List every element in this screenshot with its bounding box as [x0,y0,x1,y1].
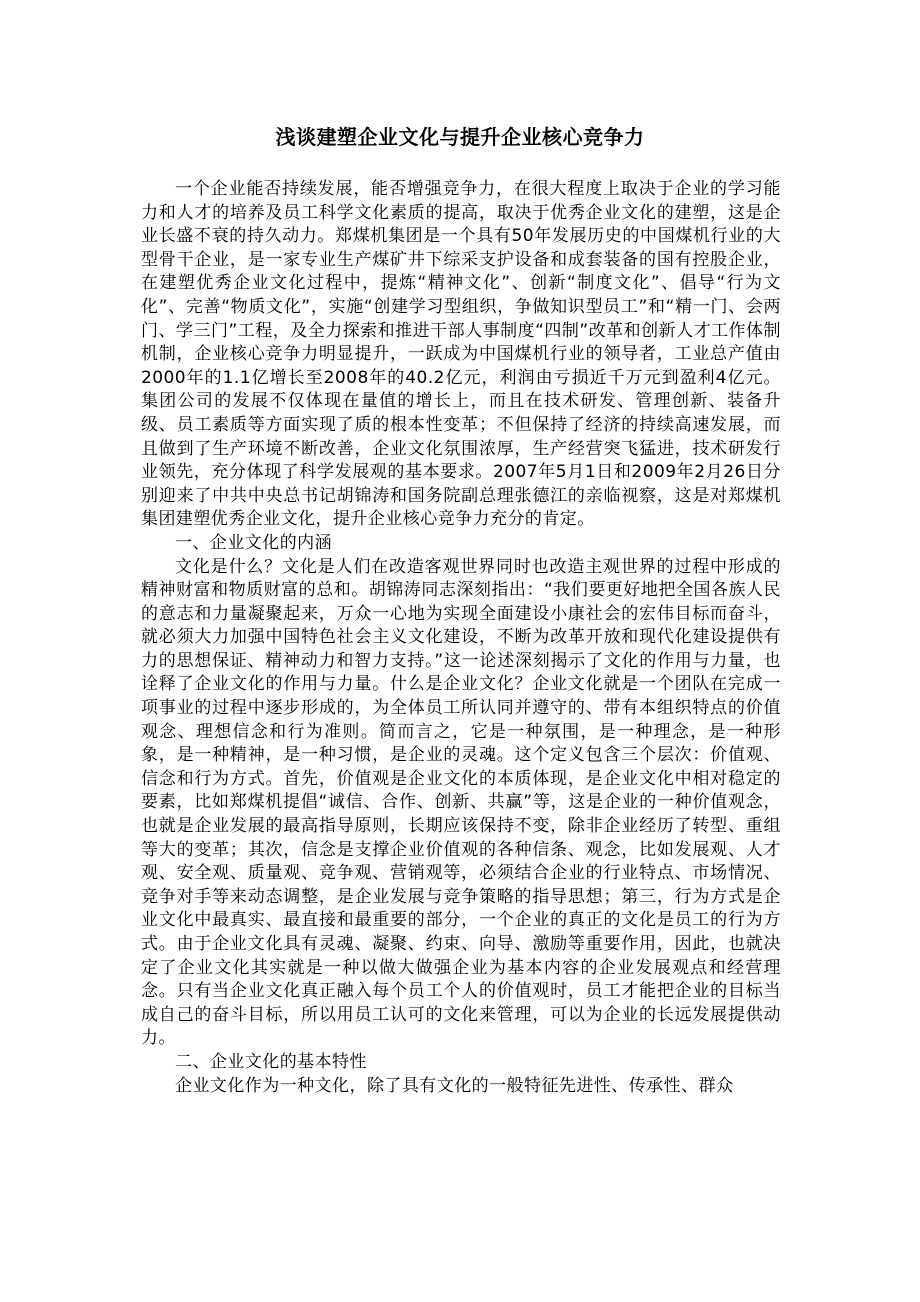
document-title: 浅谈建塑企业文化与提升企业核心竞争力 [275,125,645,149]
section-heading-1: 一、企业文化的内涵 [175,532,333,553]
document-body [141,178,781,1098]
paragraph-culture-characteristics: 企业文化作为一种文化，除了具有文化的一般特征先进性、传承性、群众 [175,1075,734,1096]
paragraph-intro: 一个企业能否持续发展，能否增强竞争力，在很大程度上取决于企业的学习能力和人才的培养及员工科学文化素质的提高，取决于优秀企业文化的建塑，这是企业长盛不衰的持久动力。郑煤机集团是一个具有50年发展历史的中国煤机行业的大型骨干企业，是一家专业生产煤矿井下综采支护设备和成套装备的国有控股企业，在建塑优秀企业文化过程中，提炼“精神文化”、创新“制度文化”、倡导“行为文化”、完善“物质文化”，实施“创建学习型组织，争做知识型员工”和“精一门、会两门、学三门”工程，及全力探索和推进干部人事制度“四制”改革和创新人才工作体制机制，企业核心竞争力明显提升，一跃成为中国煤机行业的领导者，工业总产值由2000年的1.1亿增长至2008年的40.2亿元，利润由亏损近千万元到盈利4亿元。集团公司的发展不仅体现在量值的增长上，而且在技术研发、管理创新、装备升级、员工素质等方面实现了质的根本性变革；不但保持了经济的持续高速发展，而且做到了生产环境不断改善，企业文化氛围浓厚，生产经营突飞猛进，技术研发行业领先，充分体现了科学发展观的基本要求。2007年5月1日和2009年2月26日分别迎来了中共中央总书记胡锦涛和国务院副总理张德江的亲临视察，这是对郑煤机集团建塑优秀企业文化，提升企业核心竞争力充分的肯定。 [141,179,781,530]
paragraph-culture-definition: 文化是什么？文化是人们在改造客观世界同时也改造主观世界的过程中形成的精神财富和物质财富的总和。胡锦涛同志深刻指出：“我们要更好地把全国各族人民的意志和力量凝聚起来，万众一心地为实现全面建设小康社会的宏伟目标而奋斗，就必须大力加强中国特色社会主义文化建设，不断为改革开放和现代化建设提供有力的思想保证、精神动力和智力支持。”这一论述深刻揭示了文化的作用与力量，也诠释了企业文化的作用与力量。什么是企业文化？企业文化就是一个团队在完成一项事业的过程中逐步形成的，为全体员工所认同并遵守的、带有本组织特点的价值观念、理想信念和行为准则。简而言之，它是一种氛围，是一种理念，是一种形象，是一种精神，是一种习惯，是企业的灵魂。这个定义包含三个层次：价值观、信念和行为方式。首先，价值观是企业文化的本质体现，是企业文化中相对稳定的要素，比如郑煤机提倡“诚信、合作、创新、共赢”等，这是企业的一种价值观念，也就是企业发展的最高指导原则，长期应该保持不变，除非企业经历了转型、重组等大的变革；其次，信念是支撑企业价值观的各种信条、观念，比如发展观、人才观、安全观、质量观、竞争观、营销观等，必须结合企业的行业特点、市场情况、竞争对手等来动态调整，是企业发展与竞争策略的指导思想；第三，行为方式是企业文化中最真实、最直接和最重要的部分，一个企业的真正的文化是员工的行为方式。由于企业文化具有灵魂、凝聚、约束、向导、激励等重要作用，因此，也就决定了企业文化其实就是一种以做大做强企业为基本内容的企业发展观点和经营理念。只有当企业文化真正融入每个员工个人的价值观时，员工才能把企业的目标当成自己的奋斗目标，所以用员工认可的文化来管理，可以为企业的长远发展提供动力。 [141,556,781,1049]
section-heading-2: 二、企业文化的基本特性 [175,1051,367,1072]
